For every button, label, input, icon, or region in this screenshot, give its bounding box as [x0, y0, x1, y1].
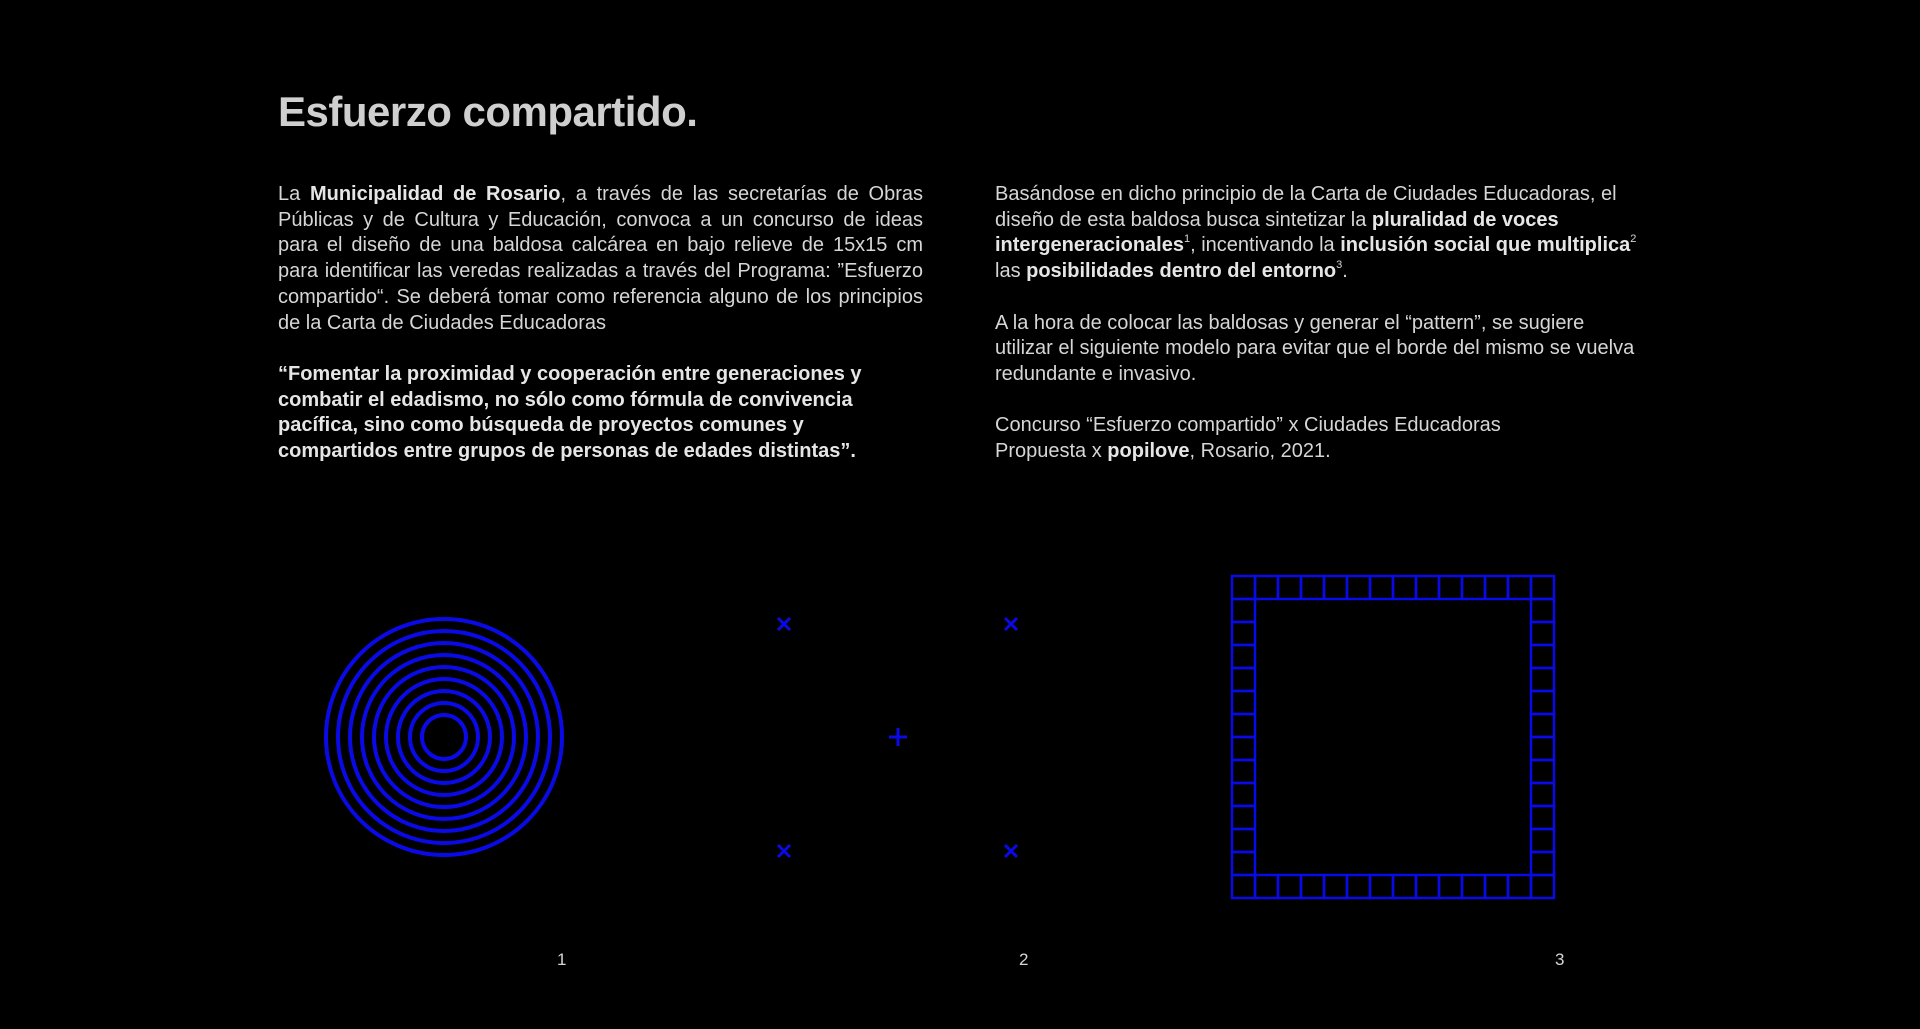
- quote-text: “Fomentar la proximidad y cooperación entre generaciones y combatir el edadismo, no sólo como fórmula de convivencia pacífica, sino como búsqueda de proyectos comunes y compartidos entre grupos de personas de edades distintas”.: [278, 362, 862, 463]
- concept-text: las: [995, 260, 1027, 283]
- grid-cell: [1531, 599, 1554, 622]
- grid-cell: [1232, 622, 1255, 645]
- grid-cell: [1347, 875, 1370, 898]
- grid-cell: [1232, 806, 1255, 829]
- grid-cell: [1531, 806, 1554, 829]
- grid-cell: [1439, 875, 1462, 898]
- grid-cell: [1347, 576, 1370, 599]
- concept-highlight-3: posibilidades dentro del entorno: [1026, 260, 1337, 283]
- grid-cell: [1485, 576, 1508, 599]
- grid-cell: [1462, 576, 1485, 599]
- intro-text-rest: , a través de las secretarías de Obras Públicas y de Cultura y Educación, convoca a un concurso de ideas para el diseño de una baldosa calcárea en bajo relieve de 15x15 cm para identificar las veredas realizadas a través del Programa: ”Esfuerzo compartido“. Se deberá tomar como referencia alguno de los principios de la Carta de Ciudades Educadoras: [278, 183, 923, 334]
- grid-cell: [1416, 875, 1439, 898]
- organization-name: Municipalidad de Rosario: [309, 183, 561, 205]
- grid-cell: [1232, 760, 1255, 783]
- grid-cell: [1232, 599, 1255, 622]
- grid-cell: [1531, 852, 1554, 875]
- grid-cell: [1232, 645, 1255, 668]
- grid-cell: [1462, 875, 1485, 898]
- grid-cell: [1232, 852, 1255, 875]
- grid-cell: [1531, 668, 1554, 691]
- cross-markers-icon: [778, 618, 1017, 857]
- intro-text: La: [278, 183, 310, 205]
- grid-cell: [1232, 691, 1255, 714]
- proposal-text: Propuesta x: [995, 440, 1108, 462]
- ring: [338, 631, 550, 843]
- footnote-3: 3: [1336, 259, 1343, 272]
- concept-text: .: [1342, 260, 1348, 283]
- figure-label-2: 2: [1019, 950, 1029, 969]
- contest-line: Concurso “Esfuerzo compartido” x Ciudades Educadoras: [995, 414, 1501, 437]
- grid-cell: [1531, 576, 1554, 599]
- grid-cell: [1278, 576, 1301, 599]
- footnote-1: 1: [1183, 233, 1191, 246]
- grid-cell: [1255, 875, 1278, 898]
- grid-cell: [1531, 622, 1554, 645]
- figure-label-1: 1: [557, 950, 567, 969]
- grid-cell: [1508, 875, 1531, 898]
- grid-cell: [1232, 576, 1255, 599]
- grid-cell: [1439, 576, 1462, 599]
- grid-cell: [1531, 645, 1554, 668]
- grid-cell: [1531, 829, 1554, 852]
- grid-cell: [1232, 783, 1255, 806]
- concept-text: , incentivando la: [1190, 234, 1341, 257]
- grid-cell: [1393, 875, 1416, 898]
- page-title: Esfuerzo compartido.: [278, 88, 698, 135]
- grid-cell: [1531, 714, 1554, 737]
- grid-cell: [1324, 875, 1347, 898]
- ring: [374, 667, 514, 807]
- ring: [350, 643, 538, 831]
- brand-name: popilove: [1107, 440, 1190, 462]
- grid-cell: [1485, 875, 1508, 898]
- grid-cell: [1301, 576, 1324, 599]
- grid-cell: [1232, 875, 1255, 898]
- concentric-circles-icon: [326, 619, 562, 855]
- grid-cell: [1370, 576, 1393, 599]
- grid-cell: [1416, 576, 1439, 599]
- grid-cell: [1255, 576, 1278, 599]
- grid-cell: [1531, 783, 1554, 806]
- grid-cell: [1301, 875, 1324, 898]
- figure-label-3: 3: [1555, 950, 1565, 969]
- concept-highlight-1: pluralidad de voces intergeneracionales: [995, 208, 1559, 257]
- grid-cell: [1278, 875, 1301, 898]
- concept-highlight-2: inclusión social que multiplica: [1340, 234, 1631, 257]
- grid-cell: [1232, 829, 1255, 852]
- grid-cell: [1232, 737, 1255, 760]
- grid-cell: [1324, 576, 1347, 599]
- grid-cell: [1531, 737, 1554, 760]
- grid-cell: [1370, 875, 1393, 898]
- tile-border-grid-icon: [1232, 576, 1554, 898]
- concept-text: Basándose en dicho principio de la Carta de Ciudades Educadoras, el diseño de esta baldosa busca sintetizar la: [995, 183, 1617, 231]
- grid-cell: [1232, 714, 1255, 737]
- grid-cell: [1531, 875, 1554, 898]
- ring: [386, 679, 502, 795]
- grid-cell: [1508, 576, 1531, 599]
- grid-cell: [1531, 691, 1554, 714]
- pattern-paragraph: A la hora de colocar las baldosas y generar el “pattern”, se sugiere utilizar el siguiente modelo para evitar que el borde del mismo se vuelva redundante e invasivo.: [995, 311, 1635, 385]
- grid-cell: [1232, 668, 1255, 691]
- grid-cell: [1531, 760, 1554, 783]
- proposal-text-end: , Rosario, 2021.: [1189, 440, 1331, 462]
- footnote-2: 2: [1630, 233, 1637, 246]
- grid-cell: [1393, 576, 1416, 599]
- ring: [422, 715, 466, 759]
